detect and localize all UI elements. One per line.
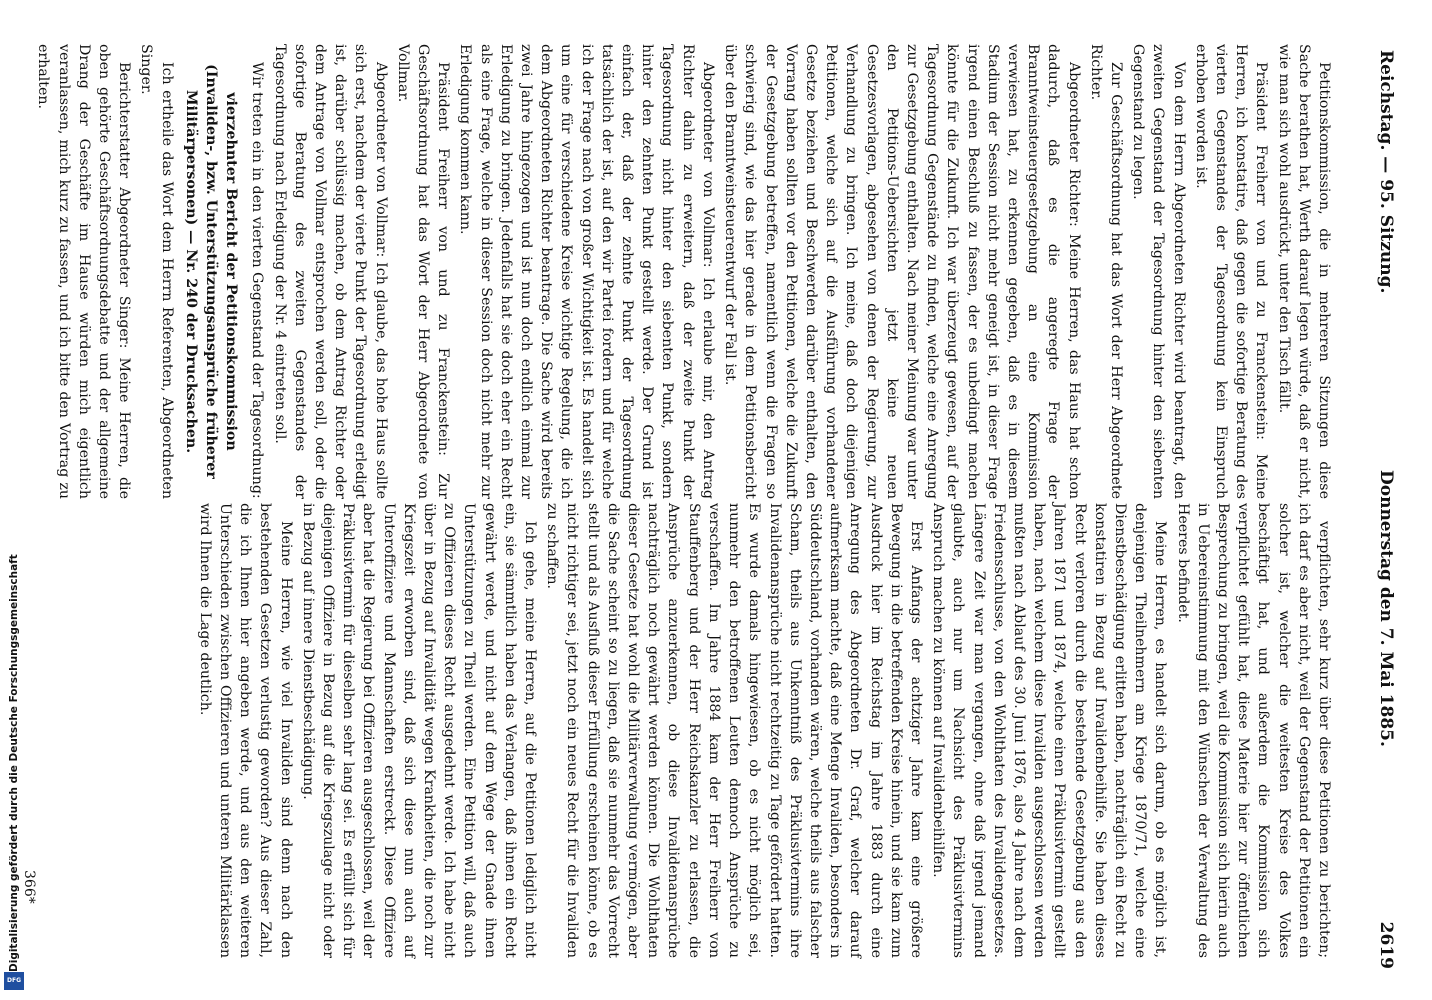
paragraph: Meine Herren, wie viel Invaliden sind denn nach den bestehenden Gesetzen verlustig geworden? Aus dieser Zahl, die ich Ihnen hier angeben werde, und aus den weiteren Unterschieden zwischen Offizieren und unteren Militärklassen wird Ihnen die Lage deutlich. (196, 503, 294, 958)
section-heading: vierzehnter Bericht der Petitionskommission (Invaliden-, bzw. Unterstützungsansprüche früherer Militärpersonen) — Nr. 240 der Drucksachen. (182, 64, 240, 479)
digitization-credit (6, 554, 26, 980)
paragraph: Abgeordneter Richter: Meine Herren, das Haus hat schon dadurch, daß es die angeregte Frage der Branntweinsteuergesetzgebung an eine Kommission verwiesen hat, zu erkennen gegeben, daß es in diesem Stadium der Session nicht mehr geneigt ist, in dieser Frage irgend einen Beschluß zu fassen, der es unbedingt machen könnte für die Zukunft. Ich war überzeugt gewesen, auf der Tagesordnung Gegenstände zu finden, welche eine Anregung zur Gesetzgebung enthalten. Nach meiner Meinung war unter den Petitions-Uebersichten jetzt keine neuen Gesetzesvorlagen, abgesehen von denen der Regierung, zur Verhandlung zu bringen. Ich meine, daß doch diejenigen Petitionen, welche sich auf die Ausführung vorhandener Gesetze beziehen und Beschwerden darüber enthalten, den Vorrang haben sollten vor den Petitionen, welche die Zukunft der Gesetzgebung betreffen, namentlich wenn die Fragen so schwierig sind, wie das hier gerade in dem Petitionsbericht über den Branntweinsteuerentwurf der Fall ist. (722, 44, 1082, 499)
page-number: 2619 (1376, 921, 1396, 969)
paragraph: verpflichten, sehr kurz über diese Petitionen zu berichten; ich darf es aber nicht, weil der Gegenstand der Petitionen ein solcher ist, welcher die weitesten Kreise des Volkes beschäftigt hat, und außerdem die Kommission sich verpflichtet gefühlt hat, diese Materie hier zur öffentlichen Besprechung zu bringen, weil die Kommission sich hierin auch in Uebereinstimmung mit den Wünschen der Verwaltung des Heeres befindet. (1174, 503, 1332, 958)
page-header (1368, 30, 1402, 975)
paragraph: Von dem Herrn Abgeordneten Richter wird beantragt, den zweiten Gegenstand der Tagesordnung hinter den siebenten Gegenstand zu legen. (1130, 44, 1187, 499)
footer-mark: 366* (21, 870, 37, 904)
paragraph: Berichterstatter Abgeordneter Singer: Meine Herren, die oben gehörte Geschäftsordnungsdebatte und der allgemeine Drang der Geschäfte im Hause würden mich eigentlich veranlassen, mich kurz zu fassen, und ich bitte den Vortrag zu erhalten. (35, 44, 133, 499)
paragraph: Ich ertheile das Wort dem Herrn Referenten, Abgeordneten Singer. (138, 44, 175, 499)
paragraph: Meine Herren, es handelt sich darum, ob es möglich ist, denjenigen Theilnehmern am Kriege 1870/71, welche eine Dienstbeschädigung erlitten haben, nachträglich ein Recht zu konstatiren in Bezug auf Invalidenbeihilfe. Sie haben dieses Recht verloren durch die bestehende Gesetzgebung aus den Jahren 1871 und 1874, welche einen Präklusivtermin gestellt haben, nach welchem diese Invaliden ausgeschlossen werden mußten nach Ablauf des 30. Juni 1876, also 4 Jahre nach dem Friedensschlusse, von den Wohlthaten des Invalidengesetzes. Längere Zeit war man vergangen, ohne daß irgend jemand glaubte, auch nur um Nachsicht des Präklusivtermins Anspruch machen zu können auf Invalidenbeihilfen. (930, 503, 1169, 958)
paragraph: Wir treten ein in den vierten Gegenstand der Tagesordnung: (249, 62, 266, 499)
credit-text: Digitalisierung gefördert durch die Deutsche Forschungsgemeinschaft (8, 554, 20, 972)
paragraph: Ich gehe, meine Herren, auf die Petitionen lediglich nicht ein, sie sämmtlich haben das Verlangen, daß ihnen ein Recht gewährt werde, und nicht auf dem Wege der Gnade ihnen Unterstützungen zu Theil werden. Eine Petition will, daß auch zu Offizieren dieses Recht ausgedehnt werde. Ich habe nicht über in Bezug auf Invalidität wegen Krankheiten, die noch zur Kriegszeit erworben sind, daß sich diese nun auch auf Unteroffiziere und Mannschaften erstreckt. Diese Offiziere aber hat die Regierung bei Offizieren ausgeschlossen, weil der Präklusivtermin für dieselben sehr lang sei. Es erfüllt sich für diejenigen Offiziere in Bezug auf die Kriegszulage nicht oder in Bezug auf innere Dienstbeschädigung. (299, 503, 539, 958)
paragraph: Petitionskommission, die in mehreren Sitzungen diese Sache berathen hat, Werth darauf legen würde, daß er nicht, wie man sich wohl ausdrückt, unter den Tisch fällt. (1275, 44, 1332, 499)
paragraph: Abgeordneter von Vollmar: Ich glaube, das hohe Haus sollte sich erst, nachdem der vierte Punkt der Tagesordnung erledigt ist, darüber schlüssig machen, ob dem Antrag Richter oder dem Antrage von Vollmar entsprochen werden soll, oder die sofortige Beratung des zweiten Gegenstandes der Tagesordnung nach Erledigung der Nr. 4 eintreten soll. (271, 44, 389, 499)
header-date: Donnerstag den 7. Mai 1885. (1376, 470, 1396, 747)
paragraph: Abgeordneter von Vollmar: Ich erlaube mir, den Antrag Richter dahin zu erweitern, daß der zweite Punkt der Tagesordnung nicht hinter den siebenten Punkt, sondern hinter den zehnten Punkt gestellt werde. Der Grund ist einfach der, daß der zehnte Punkt der Tagesordnung tatsächlich der ist, auf den wir Partei fordern und für welche ich der Frage nach von großer Wichtigkeit ist. Es handelt sich um eine für verschiedene Kreise wichtige Regelung, die ich dem Abgeordneten Richter beantrage. Die Sache wird bereits zwei Jahre hingezogen und ist nun doch endlich einmal zur Erledigung zu bringen. Jedenfalls hat sie doch eher ein Recht als eine Frage, welche in dieser Session doch nicht mehr zur Erledigung kommen kann. (457, 44, 716, 499)
paragraph: Erst Anfangs der achtziger Jahre kam eine größere Bewegung in die betreffenden Kreise hinein, und sie kam zum Ausdruck hier im Reichstag im Jahre 1883 durch eine Anregung des Abgeordneten Dr. Graf, welcher darauf aufmerksam machte, daß eine Menge Invaliden, besonders in Süddeutschland, vorhanden wären, welche theils aus falscher Scham, theils aus Unkenntniß des Präklusivtermins ihre Invalidenansprüche nicht rechtzeitig zu Tage gefördert hatten. Es wurde damals hingewiesen, ob es nicht möglich sei, nunmehr den betroffenen Leuten dennoch Ansprüche zu verschaffen. Im Jahre 1884 kam der Herr Freiherr von Stauffenberg und der Herr Reichskanzler zu erlassen, die Ansprüche anzuerkennen, ob diese Invalidenansprüche nachträglich noch gewährt werden können. Die Wohlthaten dieser Gesetze hat wohl die Militärverwaltung vermögen, aber die Sache scheint so zu liegen, daß sie nunmehr das Vorrecht stellt und als Ausfluß dieser Erfüllung erscheinen könne, ob es nicht richtiger sei, jetzt noch ein neues Recht für die Invaliden zu schaffen. (544, 503, 924, 958)
left-column (35, 44, 1334, 499)
header-session: Reichstag. — 95. Sitzung. (1376, 50, 1396, 294)
paragraph: Zur Geschäftsordnung hat das Wort der Herr Abgeordnete Richter. (1087, 44, 1124, 499)
paragraph: Präsident Freiherr von und zu Franckenstein: Meine Herren, ich konstatire, daß gegen die sofortige Beratung des vierten Gegenstandes der Tagesordnung kein Einspruch erhoben worden ist. (1192, 44, 1270, 499)
paragraph: Präsident Freiherr von und zu Franckenstein: Zur Geschäftsordnung hat das Wort der Herr Abgeordnete von Vollmar. (394, 44, 452, 499)
right-column (44, 503, 1334, 958)
dfg-logo-icon: DFG (4, 972, 24, 990)
